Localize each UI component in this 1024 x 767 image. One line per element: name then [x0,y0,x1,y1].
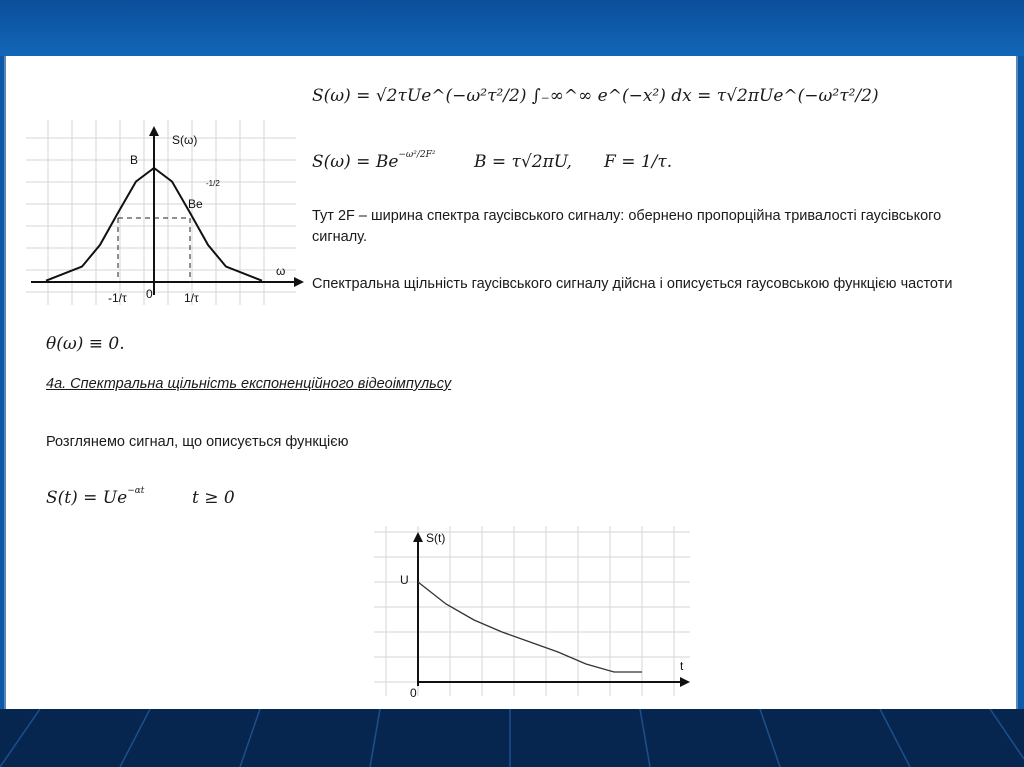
gauss-x-label: ω [276,264,286,278]
gauss-y-label: S(ω) [172,133,198,147]
exp-origin-label: 0 [410,686,417,700]
exponential-curve [418,582,642,672]
exp-u-label: U [400,573,409,587]
formula-s-omega-integral: S(ω) = √2τUe^(−ω²τ²/2) ∫₋∞^∞ e^(−x²) dx = τ√2πUe^(−ω²τ²/2) [312,86,879,106]
t-axis-arrow-icon [680,677,690,687]
gauss-tick-pos: 1/τ [184,291,199,305]
gauss-half-exponent: -1/2 [206,179,220,188]
exponential-signal-chart [374,526,694,702]
formula-s-omega-b: $S(\omega) = Be^{-\omega^2/2F^2}$ [312,150,436,172]
s-axis-arrow-icon [149,126,159,136]
gauss-half-label: Be [188,197,203,211]
gaussian-spectrum-chart [26,120,308,310]
formula-s-t: $S(t) = Ue^{-\alpha t}$ [46,486,145,508]
gauss-tick-zero: 0 [146,287,153,301]
exp-x-label: t [680,659,684,673]
st-axis-arrow-icon [413,532,423,542]
formula-f-definition: F = 1/τ. [604,152,673,172]
gauss-peak-label: B [130,153,139,167]
width-note: Тут 2F – ширина спектра гаусівського сигналу: обернено пропорційна тривалості гаусівського сигналу. [312,208,942,245]
formula-b-definition: B = τ√2πU, [474,152,572,172]
slide-content [4,56,1018,709]
density-note: Спектральна щільність гаусівського сигналу дійсна і описується гаусовською функцією частоти [312,276,953,292]
slide-top-band [0,0,1024,56]
formula-s-t-condition: t ≥ 0 [192,488,235,508]
omega-axis-arrow-icon [294,277,304,287]
consider-text: Розглянемо сигнал, що описується функцією [46,434,349,450]
slide-bottom-band [0,709,1024,767]
formula-theta: θ(ω) ≡ 0. [46,334,125,354]
exp-y-label: S(t) [426,531,446,545]
section-heading: 4а. Спектральна щільність експоненційного відеоімпульсу [46,376,452,392]
decorative-stripes [0,709,1024,767]
gauss-tick-neg: -1/τ [108,291,127,305]
